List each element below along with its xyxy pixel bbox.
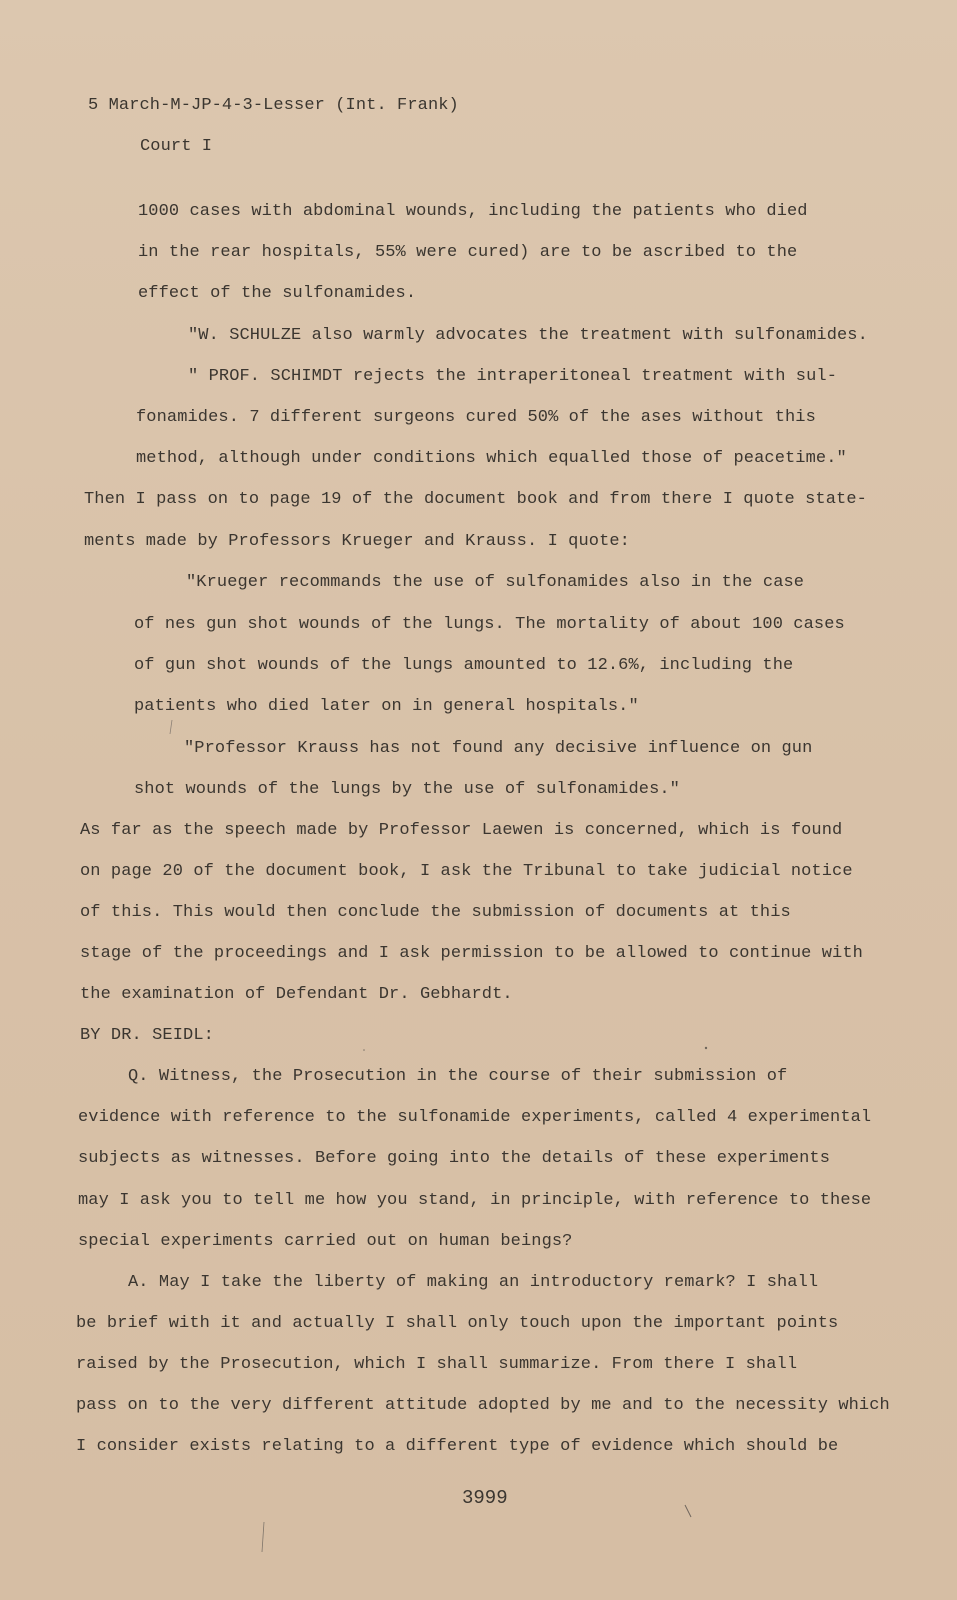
text-line: ments made by Professors Krueger and Krauss. I quote: — [84, 532, 630, 551]
text-line: evidence with reference to the sulfonamide experiments, called 4 experimental — [78, 1108, 872, 1127]
section-heading: BY DR. SEIDL: — [80, 1026, 214, 1045]
text-line: of nes gun shot wounds of the lungs. The mortality of about 100 cases — [134, 615, 845, 634]
text-line: the examination of Defendant Dr. Gebhardt. — [80, 985, 513, 1004]
text-line: of this. This would then conclude the submission of documents at this — [80, 903, 791, 922]
text-line: be brief with it and actually I shall only touch upon the important points — [76, 1314, 839, 1333]
text-line: "Krueger recommands the use of sulfonamides also in the case — [186, 573, 805, 592]
text-line: pass on to the very different attitude adopted by me and to the necessity which — [76, 1396, 890, 1415]
text-line: may I ask you to tell me how you stand, in principle, with reference to these — [78, 1191, 872, 1210]
text-line: Then I pass on to page 19 of the document book and from there I quote state- — [84, 490, 867, 509]
text-line: A. May I take the liberty of making an introductory remark? I shall — [128, 1273, 819, 1292]
text-line: "W. SCHULZE also warmly advocates the treatment with sulfonamides. — [188, 326, 868, 345]
text-line: 1000 cases with abdominal wounds, including the patients who died — [138, 202, 808, 221]
court-label: Court I — [140, 137, 213, 156]
text-line: " PROF. SCHIMDT rejects the intraperitoneal treatment with sul- — [188, 367, 838, 386]
text-line: As far as the speech made by Professor Laewen is concerned, which is found — [80, 821, 843, 840]
text-line: of gun shot wounds of the lungs amounted to 12.6%, including the — [134, 656, 794, 675]
text-line: effect of the sulfonamides. — [138, 284, 417, 303]
text-line: method, although under conditions which equalled those of peacetime." — [136, 449, 847, 468]
text-line: stage of the proceedings and I ask permission to be allowed to continue with — [80, 944, 863, 963]
text-line: raised by the Prosecution, which I shall summarize. From there I shall — [76, 1355, 798, 1374]
text-line: Q. Witness, the Prosecution in the course of their submission of — [128, 1067, 788, 1086]
page-number: 3999 — [462, 1487, 508, 1509]
text-line: shot wounds of the lungs by the use of sulfonamides." — [134, 780, 680, 799]
text-line: patients who died later on in general hospitals." — [134, 697, 639, 716]
document-header: 5 March-M-JP-4-3-Lesser (Int. Frank) — [88, 96, 459, 115]
text-line: special experiments carried out on human beings? — [78, 1232, 573, 1251]
text-line: "Professor Krauss has not found any decisive influence on gun — [184, 739, 813, 758]
text-line: subjects as witnesses. Before going into the details of these experiments — [78, 1149, 831, 1168]
text-line: in the rear hospitals, 55% were cured) are to be ascribed to the — [138, 243, 798, 262]
text-line: fonamides. 7 different surgeons cured 50% of the ases without this — [136, 408, 816, 427]
text-line: I consider exists relating to a different type of evidence which should be — [76, 1437, 839, 1456]
text-line: on page 20 of the document book, I ask the Tribunal to take judicial notice — [80, 862, 853, 881]
